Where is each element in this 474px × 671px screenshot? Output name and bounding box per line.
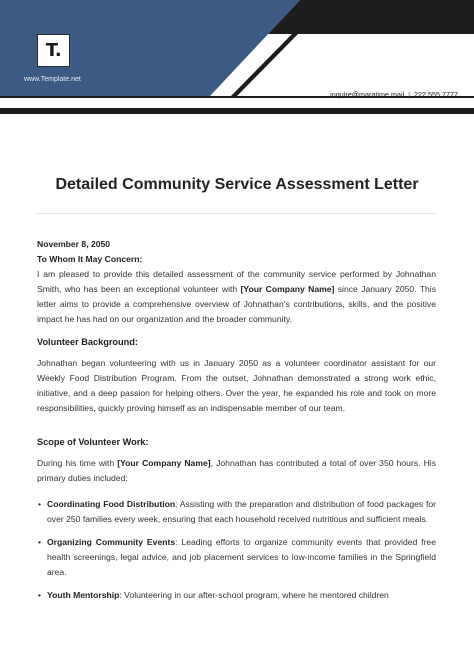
duties-list: [37, 497, 436, 603]
background-paragraph: Johnathan began volunteering with us in January 2050 as a volunteer coordinator assistant for our Weekly Food Distribution Program. From the outset, Johnathan demonstrated a strong work ethic, initiative, and a deep passion for helping others. Over the year, he expanded his role and took on more responsibilities, quickly proving himself as an indispensable member of our team.: [37, 358, 436, 413]
duty-label: Coordinating Food Distribution: [47, 499, 176, 509]
letter-date: November 8, 2050: [37, 239, 111, 249]
header-black-band: [268, 0, 474, 34]
contact-phone: 222 555 7777: [414, 90, 458, 99]
scope-text-2: , Johnathan has contributed a total of over 350 hours. His primary duties included:: [37, 458, 437, 483]
duty-text: : Volunteering in our after-school program, where he mentored children: [119, 590, 389, 600]
scope-text-1: During his time with: [37, 458, 118, 468]
company-logo: [37, 34, 70, 67]
background-heading: Volunteer Background:: [37, 337, 138, 347]
scope-company-name: [Your Company Name]: [117, 458, 211, 468]
intro-company-name: [Your Company Name]: [240, 284, 335, 294]
letter-title: Detailed Community Service Assessment Letter: [55, 176, 419, 193]
list-item: [37, 535, 436, 580]
duty-label: Youth Mentorship: [47, 590, 120, 600]
title-divider: [37, 213, 436, 214]
duty-text: : Assisting with the preparation and distribution of food packages for over 250 families every week, ensuring that each household received nutritious and sufficient meals.: [47, 499, 436, 524]
letter-body: [37, 237, 436, 611]
duty-text: : Leading efforts to organize community events that provided free health screenings, legal advice, and job placement services to low-income families in the Springfield area.: [47, 537, 436, 577]
contact-separator: |: [408, 90, 411, 99]
scope-heading: Scope of Volunteer Work:: [37, 437, 149, 447]
letterhead-graphic: [0, 0, 474, 118]
logo-letter: T.: [45, 40, 62, 61]
contact-email: inquire@maratime.mail: [330, 90, 405, 99]
intro-text-1: I am pleased to provide this detailed assessment of the community service performed by Johnathan Smith, who has been an exceptional volunteer with: [37, 269, 436, 294]
header-rule-bottom: [0, 108, 474, 114]
intro-text-2: since January 2050. This letter aims to provide a comprehensive overview of Johnathan’s contributions, skills, and the positive impact he has had on our organization and the broader community.: [37, 284, 436, 324]
intro-paragraph: [37, 267, 436, 327]
website-url: www.Template.net: [24, 76, 81, 83]
contact-info: [330, 90, 458, 99]
list-item: [37, 497, 436, 527]
duty-label: Organizing Community Events: [47, 537, 176, 547]
salutation: To Whom It May Concern:: [37, 254, 143, 264]
letterhead: [0, 0, 474, 118]
scope-paragraph: [37, 456, 436, 486]
list-item: [37, 588, 436, 603]
